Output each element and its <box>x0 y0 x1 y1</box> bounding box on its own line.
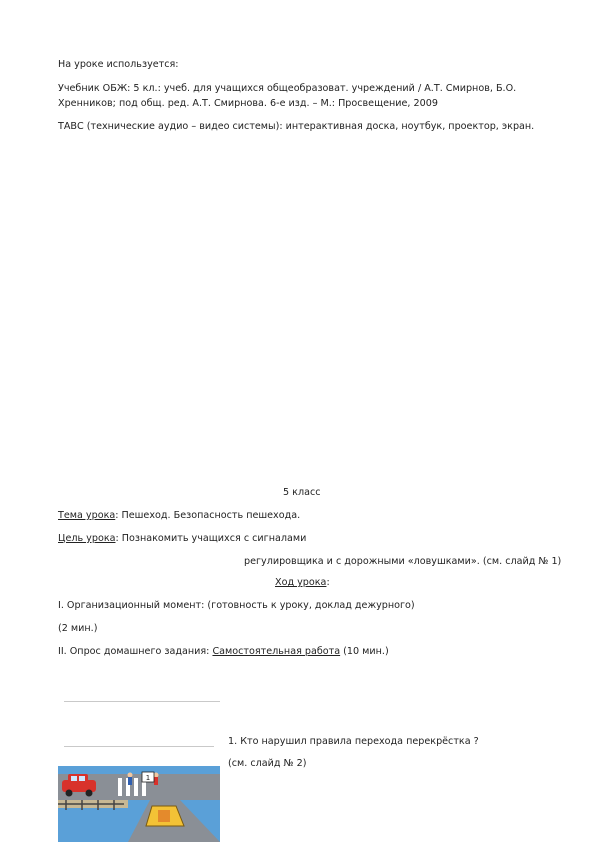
topic-label: Тема урока <box>58 510 116 521</box>
textbook-line-1: Учебник ОБЖ: 5 кл.: учеб. для учащихся общеобразоват. учреждений / А.Т. Смирнов, Б.О. <box>58 83 517 94</box>
topic-value: : Пешеход. Безопасность пешехода. <box>115 510 301 521</box>
step-2-link: Самостоятельная работа <box>212 646 341 657</box>
used-heading: На уроке используется: <box>58 59 179 70</box>
tavs-line: ТАВС (технические аудио – видео системы): интерактивная доска, ноутбук, проектор, экран. <box>58 121 535 132</box>
building-door <box>158 810 170 822</box>
question-1-ref: (см. слайд № 2) <box>228 758 307 769</box>
step-2 <box>58 646 389 658</box>
goal-value: : Познакомить учащихся с сигналами <box>115 533 307 544</box>
divider-rule-bottom <box>64 746 214 747</box>
goal-continuation: регулировщика и с дорожными «ловушками». (см. слайд № 1) <box>244 556 562 567</box>
goal-label: Цель урока <box>58 533 116 544</box>
lesson-flow-heading <box>275 577 330 589</box>
intersection-illustration-svg <box>58 766 220 842</box>
textbook-line-2: Хренников; под общ. ред. А.Т. Смирнова. 6-е изд. – М.: Просвещение, 2009 <box>58 98 438 109</box>
topic-line <box>58 510 300 522</box>
step-1: I. Организационный момент: (готовность к уроку, доклад дежурного) <box>58 600 415 611</box>
step-2-suffix: (10 мин.) <box>340 646 389 657</box>
lesson-flow-colon: : <box>326 577 330 588</box>
question-1: 1. Кто нарушил правила перехода перекрёстка ? <box>228 736 479 747</box>
lesson-flow-label: Ход урока <box>275 577 327 588</box>
intersection-illustration <box>58 766 220 842</box>
divider-rule-top <box>64 701 220 702</box>
number-sign-label: 1 <box>145 774 151 782</box>
goal-line <box>58 533 306 545</box>
step-2-prefix: II. Опрос домашнего задания: <box>58 646 213 657</box>
step-1-time: (2 мин.) <box>58 623 98 634</box>
grade-label: 5 класс <box>283 487 321 498</box>
